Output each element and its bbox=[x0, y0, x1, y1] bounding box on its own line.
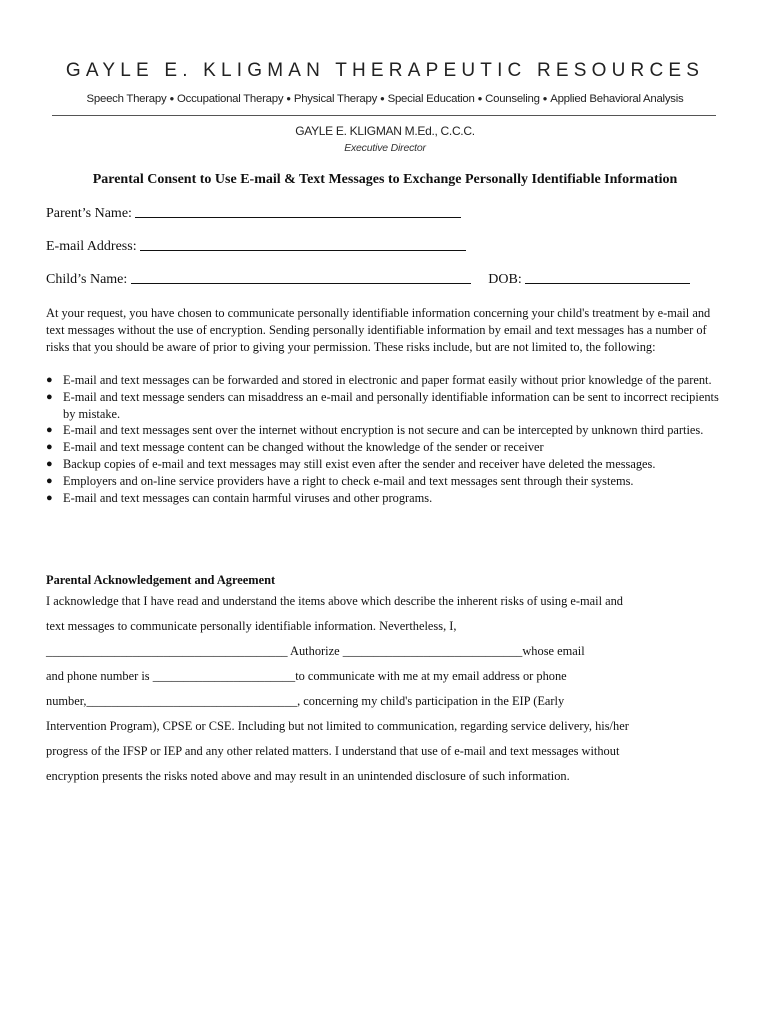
email-label: E-mail Address: bbox=[46, 239, 137, 254]
bullet-icon: ● bbox=[46, 390, 53, 403]
list-item bbox=[46, 372, 726, 389]
bullet-icon: ● bbox=[46, 457, 53, 470]
parent-name-input[interactable] bbox=[135, 205, 461, 218]
dob-label: DOB: bbox=[488, 272, 522, 287]
ack-line: I acknowledge that I have read and understand the items above which describe the inherent risks of using e-mail and bbox=[46, 594, 623, 608]
intro-paragraph: At your request, you have chosen to communicate personally identifiable information concerning your child's treatment by e-mail and text messages without the use of encryption. Sending personally identifiable information by email and text messages has a number of risks that you should be aware of prior to giving your permission. These risks include, but are not limited to, the following: bbox=[46, 306, 711, 354]
bullet-icon: ● bbox=[46, 441, 53, 454]
child-name-field bbox=[46, 271, 690, 288]
separator-bullet-icon: ● bbox=[286, 94, 291, 103]
acknowledgement-body bbox=[46, 589, 736, 789]
risk-text: E-mail and text messages can contain harmful viruses and other programs. bbox=[63, 490, 433, 505]
bullet-icon: ● bbox=[46, 424, 53, 437]
risk-text: E-mail and text messages sent over the internet without encryption is not secure and can be intercepted by unknown third parties. bbox=[63, 423, 704, 438]
ack-line: text messages to communicate personally identifiable information. Nevertheless, I, bbox=[46, 619, 457, 633]
provider-name-blank[interactable]: _____________________________ bbox=[342, 644, 523, 658]
parent-name-field bbox=[46, 205, 461, 222]
ack-line-phone bbox=[46, 664, 736, 689]
service-item: Occupational Therapy bbox=[177, 93, 284, 105]
separator-bullet-icon: ● bbox=[380, 94, 385, 103]
bullet-icon: ● bbox=[46, 474, 53, 487]
risk-text: E-mail and text message content can be changed without the knowledge of the sender or receiver bbox=[63, 440, 544, 455]
ack-line: Intervention Program), CPSE or CSE. Including but not limited to communication, regarding service delivery, his/her bbox=[46, 719, 629, 733]
parent-name-label: Parent’s Name: bbox=[46, 206, 132, 221]
ack-line-number bbox=[46, 689, 736, 714]
list-item bbox=[46, 456, 726, 473]
email-input[interactable] bbox=[140, 238, 466, 251]
dob-input[interactable] bbox=[525, 271, 690, 284]
eip-text: , concerning my child's participation in the EIP (Early bbox=[297, 694, 565, 708]
director-name: GAYLE E. KLIGMAN M.Ed., C.C.C. bbox=[295, 124, 475, 138]
risk-text: Employers and on-line service providers have a right to check e-mail and text messages sent through their systems. bbox=[63, 473, 634, 488]
document-title: Parental Consent to Use E-mail & Text Messages to Exchange Personally Identifiable Information bbox=[92, 172, 678, 187]
authorize-text: Authorize bbox=[287, 644, 343, 658]
service-item: Physical Therapy bbox=[293, 93, 378, 105]
letterhead-divider bbox=[52, 115, 716, 116]
organization-name: GAYLE E. KLIGMAN THERAPEUTIC RESOURCES bbox=[65, 60, 705, 81]
risk-text: E-mail and text messages can be forwarded and stored in electronic and paper format easily without prior knowledge of the parent. bbox=[63, 373, 712, 387]
ack-line: encryption presents the risks noted above and may result in an unintended disclosure of such information. bbox=[46, 769, 570, 783]
risk-text: E-mail and text message senders can misaddress an e-mail and personally identifiable information can be sent to incorrect recipients by mistake. bbox=[63, 389, 719, 421]
separator-bullet-icon: ● bbox=[169, 94, 175, 103]
list-item bbox=[46, 439, 726, 456]
separator-bullet-icon: ● bbox=[542, 94, 548, 103]
service-item: Special Education bbox=[387, 93, 475, 105]
list-item bbox=[46, 422, 726, 439]
provider-contact-blank[interactable]: _______________________ bbox=[152, 669, 296, 683]
whose-email-text: whose email bbox=[522, 644, 585, 658]
parent-contact-blank[interactable]: __________________________________ bbox=[86, 694, 298, 708]
child-name-input[interactable] bbox=[131, 271, 471, 284]
service-item: Counseling bbox=[485, 93, 540, 105]
risks-list bbox=[46, 372, 726, 506]
acknowledgement-heading: Parental Acknowledgement and Agreement bbox=[46, 573, 276, 587]
separator-bullet-icon: ● bbox=[477, 94, 483, 103]
number-text: number, bbox=[46, 694, 87, 708]
email-field bbox=[46, 238, 466, 255]
parent-signature-blank[interactable]: _______________________________________ bbox=[46, 644, 288, 658]
bullet-icon: ● bbox=[46, 491, 53, 504]
risk-text: Backup copies of e-mail and text messages may still exist even after the sender and receiver have deleted the messages. bbox=[63, 456, 656, 471]
list-item bbox=[46, 490, 726, 507]
services-list bbox=[0, 93, 770, 105]
director-title: Executive Director bbox=[344, 142, 426, 154]
service-item: Applied Behavioral Analysis bbox=[550, 93, 684, 105]
communicate-text: to communicate with me at my email address or phone bbox=[295, 669, 567, 683]
ack-line: progress of the IFSP or IEP and any other related matters. I understand that use of e-mail and text messages without bbox=[46, 744, 620, 758]
service-item: Speech Therapy bbox=[86, 93, 167, 105]
ack-line-authorize bbox=[46, 639, 736, 664]
phone-text: and phone number is bbox=[46, 669, 153, 683]
bullet-icon: ● bbox=[46, 374, 53, 386]
list-item bbox=[46, 389, 726, 423]
list-item bbox=[46, 473, 726, 490]
child-name-label: Child’s Name: bbox=[46, 272, 128, 287]
